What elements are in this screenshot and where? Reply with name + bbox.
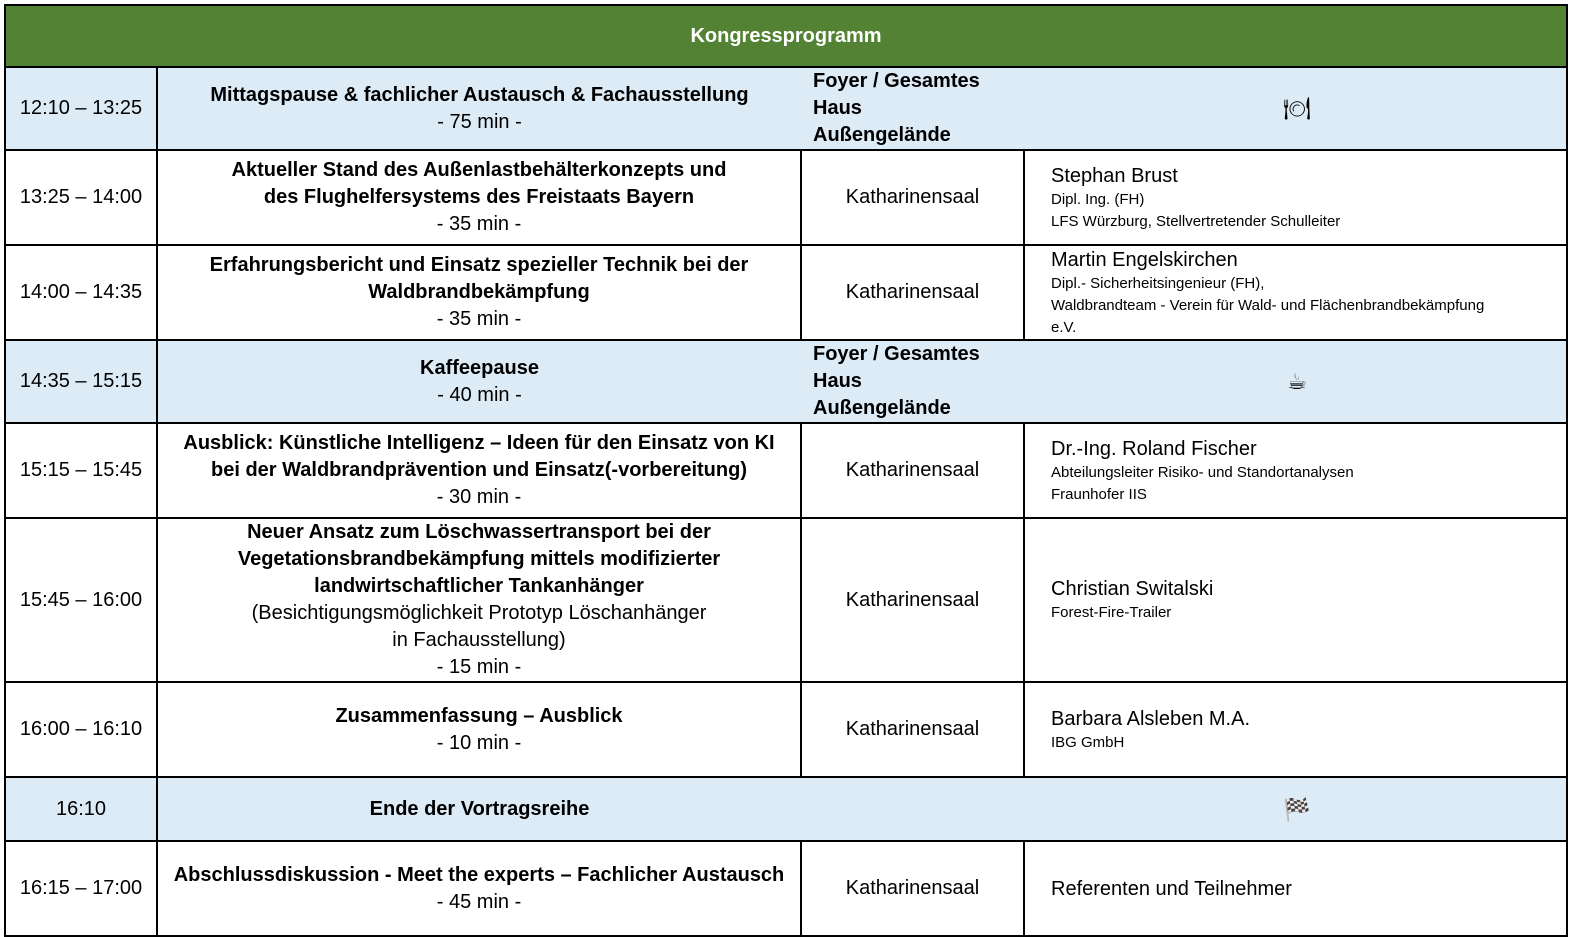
session-cell — [157, 777, 801, 841]
session-title-line: Ausblick: Künstliche Intelligenz – Ideen für den Einsatz von KI — [183, 432, 775, 454]
schedule-row — [5, 841, 1567, 936]
schedule-row — [5, 423, 1567, 518]
speaker-name: Barbara Alsleben M.A. — [1051, 707, 1250, 730]
location-cell — [801, 67, 1567, 150]
schedule-row — [5, 682, 1567, 777]
location-line: Außengelände — [813, 124, 951, 146]
session-duration: - 45 min - — [436, 890, 522, 913]
room-cell: Katharinensaal — [801, 682, 1024, 777]
session-title: Ende der Vortragsreihe — [369, 797, 590, 820]
room-cell: Katharinensaal — [801, 150, 1024, 245]
session-duration: - 35 min - — [436, 308, 522, 330]
session-cell — [157, 67, 801, 150]
session-title-line: landwirtschaftlicher Tankanhänger — [314, 575, 644, 597]
time-cell: 16:00 – 16:10 — [5, 682, 157, 777]
session-title: Mittagspause & fachlicher Austausch & Fachausstellung — [210, 83, 749, 106]
speaker-detail: Dipl. Ing. (FH) — [1051, 190, 1145, 208]
session-note: (Besichtigungsmöglichkeit Prototyp Löschanhänger — [251, 602, 707, 624]
time-cell: 15:45 – 16:00 — [5, 518, 157, 682]
time-cell: 14:00 – 14:35 — [5, 245, 157, 340]
speaker-name: Stephan Brust — [1051, 164, 1178, 187]
room-cell: Katharinensaal — [801, 518, 1024, 682]
speaker-detail: e.V. — [1051, 318, 1077, 336]
schedule-row-coffee — [5, 340, 1567, 423]
time-cell: 13:25 – 14:00 — [5, 150, 157, 245]
speaker-cell — [1024, 682, 1567, 777]
location-line: Außengelände — [813, 397, 951, 419]
time-cell: 12:10 – 13:25 — [5, 67, 157, 150]
speaker-detail: Forest-Fire-Trailer — [1051, 604, 1172, 621]
schedule-row-lunch — [5, 67, 1567, 150]
location-line: Foyer / Gesamtes Haus — [813, 70, 980, 119]
speaker-cell — [1024, 518, 1567, 682]
dining-icon: 🍽 — [1283, 96, 1311, 121]
time-cell: 16:15 – 17:00 — [5, 841, 157, 936]
programme-table — [4, 4, 1568, 937]
schedule-row-end — [5, 777, 1567, 841]
session-cell — [157, 150, 801, 245]
schedule-row — [5, 150, 1567, 245]
speaker-detail: Waldbrandteam - Verein für Wald- und Flächenbrandbekämpfung — [1051, 296, 1485, 314]
session-cell — [157, 423, 801, 518]
session-title: Abschlussdiskussion - Meet the experts – Fachlicher Austausch — [173, 863, 785, 886]
coffee-icon: ☕ — [1287, 369, 1307, 394]
schedule-row — [5, 518, 1567, 682]
time-cell: 15:15 – 15:45 — [5, 423, 157, 518]
session-title-line: Waldbrandbekämpfung — [368, 281, 590, 303]
room-cell: Katharinensaal — [801, 841, 1024, 936]
header-row — [5, 5, 1567, 67]
session-cell — [157, 518, 801, 682]
session-duration: - 75 min - — [437, 110, 522, 133]
session-cell — [157, 841, 801, 936]
speaker-name: Referenten und Teilnehmer — [1051, 877, 1292, 900]
session-title-line: Aktueller Stand des Außenlastbehälterkonzepts und — [231, 159, 727, 181]
session-title: Zusammenfassung – Ausblick — [335, 704, 623, 727]
speaker-cell — [1024, 841, 1567, 936]
speaker-cell — [1024, 150, 1567, 245]
speaker-detail: Abteilungsleiter Risiko- und Standortanalysen — [1051, 463, 1354, 481]
session-title-line: Vegetationsbrandbekämpfung mittels modifizierter — [237, 548, 721, 570]
session-title-line: bei der Waldbrandprävention und Einsatz(-vorbereitung) — [211, 459, 747, 481]
session-duration: - 15 min - — [436, 656, 522, 678]
speaker-detail: LFS Würzburg, Stellvertretender Schulleiter — [1051, 212, 1341, 230]
session-duration: - 30 min - — [436, 486, 522, 508]
speaker-cell — [1024, 423, 1567, 518]
room-cell: Katharinensaal — [801, 423, 1024, 518]
speaker-detail: Fraunhofer IIS — [1051, 485, 1147, 503]
speaker-detail: Dipl.- Sicherheitsingenieur (FH), — [1051, 274, 1265, 292]
session-cell — [157, 340, 801, 423]
speaker-detail: IBG GmbH — [1051, 733, 1125, 751]
programme-title: Kongressprogramm — [5, 5, 1567, 67]
speaker-name: Martin Engelskirchen — [1051, 248, 1238, 271]
session-cell — [157, 682, 801, 777]
location-line: Foyer / Gesamtes Haus — [813, 343, 980, 392]
location-cell — [801, 340, 1567, 423]
room-cell: Katharinensaal — [801, 245, 1024, 340]
session-cell — [157, 245, 801, 340]
checkered-flags-icon: 🏁 — [1283, 796, 1311, 822]
session-title-line: Erfahrungsbericht und Einsatz spezieller Technik bei der — [209, 254, 749, 276]
session-duration: - 10 min - — [436, 731, 522, 754]
session-duration: - 40 min - — [437, 383, 522, 406]
session-title: Kaffeepause — [420, 356, 539, 379]
session-duration: - 35 min - — [436, 213, 522, 235]
speaker-name: Dr.-Ing. Roland Fischer — [1051, 437, 1257, 460]
speaker-name: Christian Switalski — [1051, 578, 1214, 600]
end-cell — [801, 777, 1567, 841]
session-title-line: Neuer Ansatz zum Löschwassertransport bei der — [247, 521, 711, 543]
time-cell: 16:10 — [5, 777, 157, 841]
session-note: in Fachausstellung) — [392, 629, 566, 651]
time-cell: 14:35 – 15:15 — [5, 340, 157, 423]
speaker-cell — [1024, 245, 1567, 340]
schedule-row — [5, 245, 1567, 340]
session-title-line: des Flughelfersystems des Freistaats Bayern — [263, 186, 695, 208]
